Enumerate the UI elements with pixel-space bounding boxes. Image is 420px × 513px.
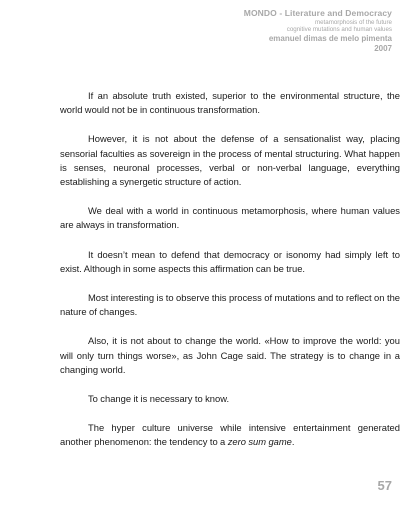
header-subtitle-2: cognitive mutations and human values (286, 26, 392, 34)
paragraph: If an absolute truth existed, superior to the environmental structure, the world would not be in continuous transformation. (60, 90, 400, 116)
paragraph: It doesn’t mean to defend that democracy or isonomy had simply left to exist. Although in some aspects this affirmation can be true. (60, 248, 400, 274)
page-number: 57 (377, 478, 392, 493)
header-author: emanuel dimas de melo pimenta (268, 34, 392, 44)
running-header (244, 8, 392, 54)
paragraph-text-end: . (291, 436, 295, 448)
header-year: 2007 (374, 44, 392, 54)
paragraph: We deal with a world in continuous metamorphosis, where human values are always in transformation. (60, 205, 400, 231)
paragraph-last (60, 421, 400, 449)
emphasized-term: zero sum game (227, 436, 292, 448)
header-book-title: MONDO - Literature and Democracy (243, 8, 392, 18)
header-subtitle-1: metamorphosis of the future (314, 18, 392, 26)
paragraph: To change it is necessary to know. (88, 393, 230, 405)
paragraph: Most interesting is to observe this process of mutations and to reflect on the nature of changes. (60, 292, 400, 318)
page-body (60, 89, 400, 465)
paragraph-text: The hyper culture universe while intensive entertainment generated another phenomenon: the tendency to a (60, 422, 400, 448)
paragraph: However, it is not about the defense of a sensationalist way, placing sensorial faculties as sovereign in the process of mental structuring. What happen is senses, neuronal processes, verbal or non-verbal language, everything establishing a synergetic structure of action. (60, 133, 400, 188)
paragraph: Also, it is not about to change the world. «How to improve the world: you will only turn things worse», as John Cage said. The strategy is to change in a changing world. (60, 335, 400, 375)
